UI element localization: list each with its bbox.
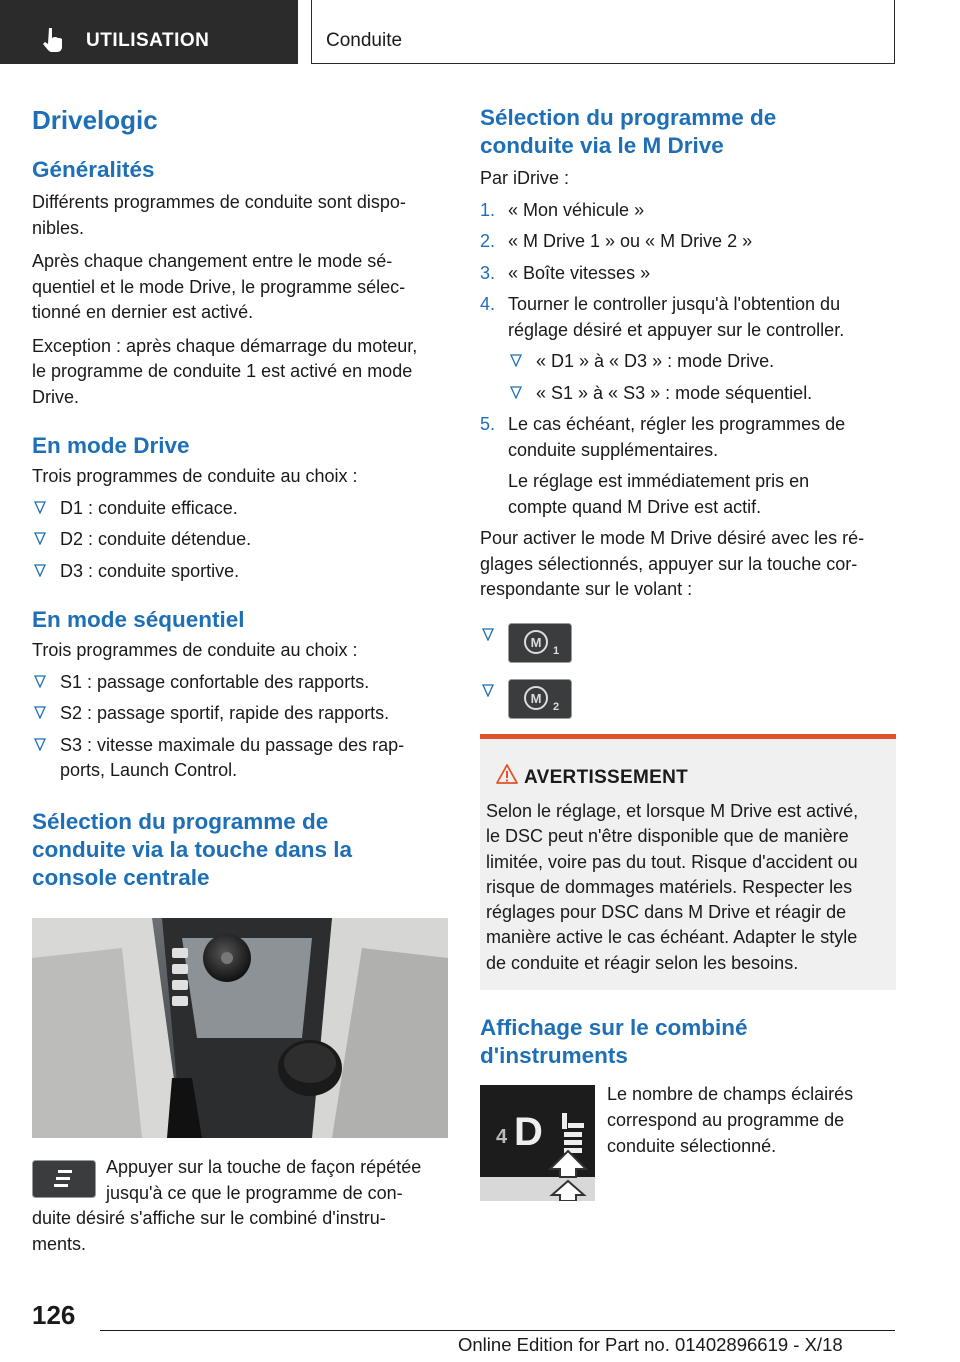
step-number: 1. (480, 199, 496, 220)
svg-text:M: M (530, 691, 542, 706)
drive-item-text: D3 : conduite sportive. (60, 560, 240, 581)
drive-heading: En mode Drive (32, 433, 190, 458)
display-heading-line1: Affichage sur le combiné (480, 1015, 748, 1040)
list-item (480, 292, 896, 406)
list-item (508, 381, 896, 407)
drive-intro: Trois programmes de conduite au choix : (32, 466, 358, 486)
sub-item-text: « D1 » à « D3 » : mode Drive. (536, 351, 775, 371)
step-note-line1: Le réglage est immédiatement pris en (508, 471, 810, 491)
general-p2-line3: tionné en dernier est activé. (32, 302, 254, 322)
svg-text:2: 2 (553, 701, 560, 713)
mdrive-para-line1: Pour activer le mode M Drive désiré avec les ré- (480, 528, 865, 548)
warning-line: de conduite et réagir selon les besoins. (486, 952, 799, 973)
mdrive-steps (480, 198, 896, 521)
page-number: 126 (32, 1300, 76, 1330)
console-text-line2: jusqu'à ce que le programme de con- (106, 1183, 403, 1203)
instrument-cluster-image (480, 1085, 595, 1201)
step4-sublist (508, 349, 896, 406)
step-text-line1: Le cas échéant, régler les programmes de (508, 414, 846, 434)
list-item (480, 198, 896, 224)
warning-line: limitée, voire pas du tout. Risque d'accident ou (486, 851, 858, 872)
list-item (480, 261, 896, 287)
sequential-list (32, 670, 448, 784)
general-p2-line1: Après chaque changement entre le mode sé- (32, 251, 393, 271)
step-text-line2: conduite supplémentaires. (508, 439, 719, 460)
console-heading-line1: Sélection du programme de (32, 808, 329, 834)
svg-text:M: M (530, 635, 542, 650)
mdrive-para-line3: respondante sur le volant : (480, 579, 693, 599)
drive-item-text: D2 : conduite détendue. (60, 529, 252, 549)
cluster-gear-number: 4 (496, 1126, 508, 1148)
display-text-line2: correspond au programme de (607, 1110, 845, 1130)
step-text: « Boîte vitesses » (508, 262, 651, 283)
sub-item-text: « S1 » à « S3 » : mode séquentiel. (536, 382, 813, 403)
list-item (508, 349, 896, 375)
list-item (32, 701, 448, 727)
console-heading-line2: conduite via la touche dans la (32, 836, 353, 862)
list-item (32, 559, 448, 585)
list-item (32, 496, 448, 522)
list-item (480, 229, 896, 255)
sequential-item-text: S1 : passage confortable des rapports. (60, 671, 370, 692)
center-console-photo (32, 918, 448, 1138)
mdrive-heading-line1: Sélection du programme de (480, 105, 777, 130)
sequential-heading: En mode séquentiel (32, 607, 245, 632)
right-column (480, 104, 896, 603)
warning-title: AVERTISSEMENT (524, 767, 689, 788)
drive-list (32, 496, 448, 585)
drive-item-text: D1 : conduite efficace. (60, 497, 238, 518)
m1-button-icon (508, 623, 572, 663)
sequential-item-text: S2 : passage sportif, rapide des rapports. (60, 703, 390, 723)
step-note-line2: compte quand M Drive est actif. (508, 496, 762, 517)
hand-pointer-icon (40, 26, 66, 52)
drive-mode-button-icon (32, 1160, 96, 1198)
bullet-triangle-icon (482, 628, 494, 641)
display-text-line1: Le nombre de champs éclairés (607, 1084, 854, 1104)
svg-text:1: 1 (553, 645, 560, 657)
bullet-triangle-icon (510, 354, 522, 367)
bullet-triangle-icon (510, 386, 522, 399)
list-item (32, 527, 448, 553)
step-number: 2. (480, 231, 496, 251)
warning-line: manière active le cas échéant. Adapter le style (486, 927, 858, 948)
general-p3-line3: Drive. (32, 386, 80, 407)
list-item (32, 733, 448, 784)
warning-box (480, 734, 896, 990)
sequential-item-text-line1: S3 : vitesse maximale du passage des rap- (60, 734, 405, 755)
sequential-intro: Trois programmes de conduite au choix : (32, 640, 358, 660)
list-item (480, 412, 896, 520)
display-text-line3: conduite sélectionné. (607, 1136, 777, 1156)
m2-button-icon (508, 679, 572, 719)
step-number: 3. (480, 262, 496, 283)
step-text-line1: Tourner le controller jusqu'à l'obtention du (508, 294, 841, 314)
console-text-line4: ments. (32, 1234, 87, 1254)
mdrive-para-line2: glages sélectionnés, appuyer sur la touche cor- (480, 553, 858, 574)
step-text: « Mon véhicule » (508, 199, 645, 220)
warning-body (486, 799, 886, 976)
warning-line: risque de dommages matériels. Respecter les (486, 876, 853, 897)
bullet-triangle-icon (482, 684, 494, 697)
warning-triangle-icon (496, 763, 518, 785)
sequential-item-text-line2: ports, Launch Control. (60, 760, 238, 780)
general-p1-line2: nibles. (32, 217, 85, 238)
mdrive-intro: Par iDrive : (480, 168, 570, 188)
bullet-triangle-icon (34, 564, 46, 577)
footer-edition: Online Edition for Part no. 01402896619 - X/18 (458, 1334, 843, 1355)
warning-line: réglages pour DSC dans M Drive et réagir de (486, 902, 847, 923)
chapter-label: Conduite (326, 30, 403, 51)
list-item (32, 670, 448, 696)
console-heading-line3: console centrale (32, 864, 210, 890)
warning-line: Selon le réglage, et lorsque M Drive est activé, (486, 801, 859, 821)
left-column (32, 104, 448, 892)
bullet-triangle-icon (34, 501, 46, 514)
step-number: 4. (480, 294, 496, 314)
display-heading-line2: d'instruments (480, 1043, 628, 1068)
general-p2-line2: quentiel et le mode Drive, le programme sélec- (32, 276, 406, 297)
bullet-triangle-icon (34, 738, 46, 751)
general-p3-line2: le programme de conduite 1 est activé en mode (32, 361, 413, 381)
step-text-line2: réglage désiré et appuyer sur le controller. (508, 319, 845, 340)
page-title: Drivelogic (32, 105, 158, 135)
section-tab (0, 0, 298, 64)
step-text: « M Drive 1 » ou « M Drive 2 » (508, 231, 753, 251)
chapter-box (311, 0, 895, 64)
general-p1-line1: Différents programmes de conduite sont dispo- (32, 192, 406, 212)
general-p3-line1: Exception : après chaque démarrage du moteur, (32, 335, 418, 356)
bullet-triangle-icon (34, 706, 46, 719)
bullet-triangle-icon (34, 675, 46, 688)
bullet-triangle-icon (34, 532, 46, 545)
console-text-line3: duite désiré s'affiche sur le combiné d'instru- (32, 1208, 386, 1228)
cluster-mode-letter: D (514, 1110, 543, 1154)
console-text-line1: Appuyer sur la touche de façon répétée (106, 1157, 422, 1177)
step-number: 5. (480, 414, 496, 434)
section-label: UTILISATION (86, 30, 210, 51)
warning-line: le DSC peut n'être disponible que de manière (486, 826, 849, 847)
mdrive-heading-line2: conduite via le M Drive (480, 133, 724, 158)
general-heading: Généralités (32, 157, 155, 182)
footer-divider (100, 1330, 895, 1331)
